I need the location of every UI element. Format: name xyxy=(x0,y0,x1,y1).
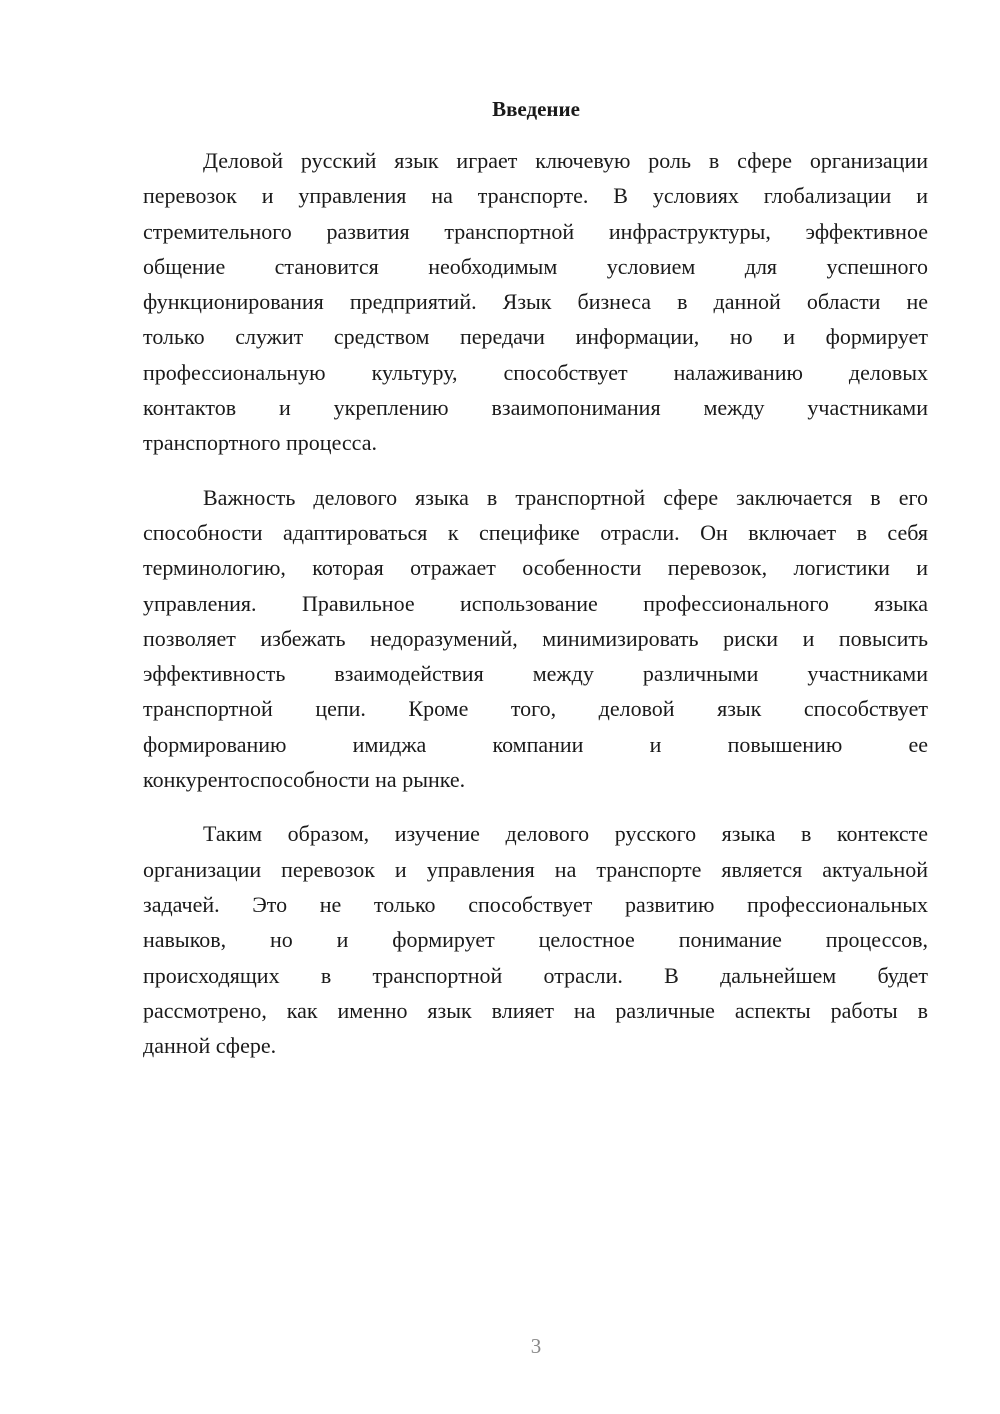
text-line: организации перевозок и управления на транспорте является актуальной xyxy=(143,856,928,882)
paragraph xyxy=(143,816,928,1063)
text-line: способности адаптироваться к специфике отрасли. Он включает в себя xyxy=(143,519,928,545)
text-line: данной сфере. xyxy=(143,1033,277,1059)
text-line: транспортного процесса. xyxy=(143,430,377,456)
text-line: общение становится необходимым условием для успешного xyxy=(143,253,928,279)
text-line: функционирования предприятий. Язык бизнеса в данной области не xyxy=(143,289,928,315)
text-line: Деловой русский язык играет ключевую роль в сфере организации xyxy=(203,148,928,173)
text-line: Таким образом, изучение делового русского языка в контексте xyxy=(203,821,928,847)
text-line: задачей. Это не только способствует развитию профессиональных xyxy=(143,891,928,917)
text-line: формированию имиджа компании и повышению ее xyxy=(143,731,928,757)
paragraph xyxy=(143,480,928,798)
text-line: позволяет избежать недоразумений, минимизировать риски и повысить xyxy=(143,625,928,651)
text-line: профессиональную культуру, способствует налаживанию деловых xyxy=(143,359,928,385)
text-line: происходящих в транспортной отрасли. В дальнейшем будет xyxy=(143,962,928,988)
text-line: перевозок и управления на транспорте. В условиях глобализации и xyxy=(143,183,928,209)
text-line: управления. Правильное использование профессионального языка xyxy=(143,590,928,616)
paragraph xyxy=(143,143,928,461)
text-line: транспортной цепи. Кроме того, деловой язык способствует xyxy=(143,696,928,722)
text-line: стремительного развития транспортной инфраструктуры, эффективное xyxy=(143,218,928,244)
page-number: 3 xyxy=(530,1334,542,1358)
text-line: контактов и укреплению взаимопонимания между участниками xyxy=(143,395,928,421)
text-line: рассмотрено, как именно язык влияет на различные аспекты работы в xyxy=(143,997,928,1023)
text-line: только служит средством передачи информации, но и формирует xyxy=(143,324,928,350)
text-line: конкурентоспособности на рынке. xyxy=(143,767,466,793)
text-line: терминологию, которая отражает особенности перевозок, логистики и xyxy=(143,555,928,581)
text-line: навыков, но и формирует целостное понимание процессов, xyxy=(143,927,928,953)
text-line: Важность делового языка в транспортной сфере заключается в его xyxy=(203,484,928,510)
text-line: эффективность взаимодействия между различными участниками xyxy=(143,661,928,687)
document-body xyxy=(143,143,928,1082)
section-title: Введение xyxy=(492,97,580,121)
